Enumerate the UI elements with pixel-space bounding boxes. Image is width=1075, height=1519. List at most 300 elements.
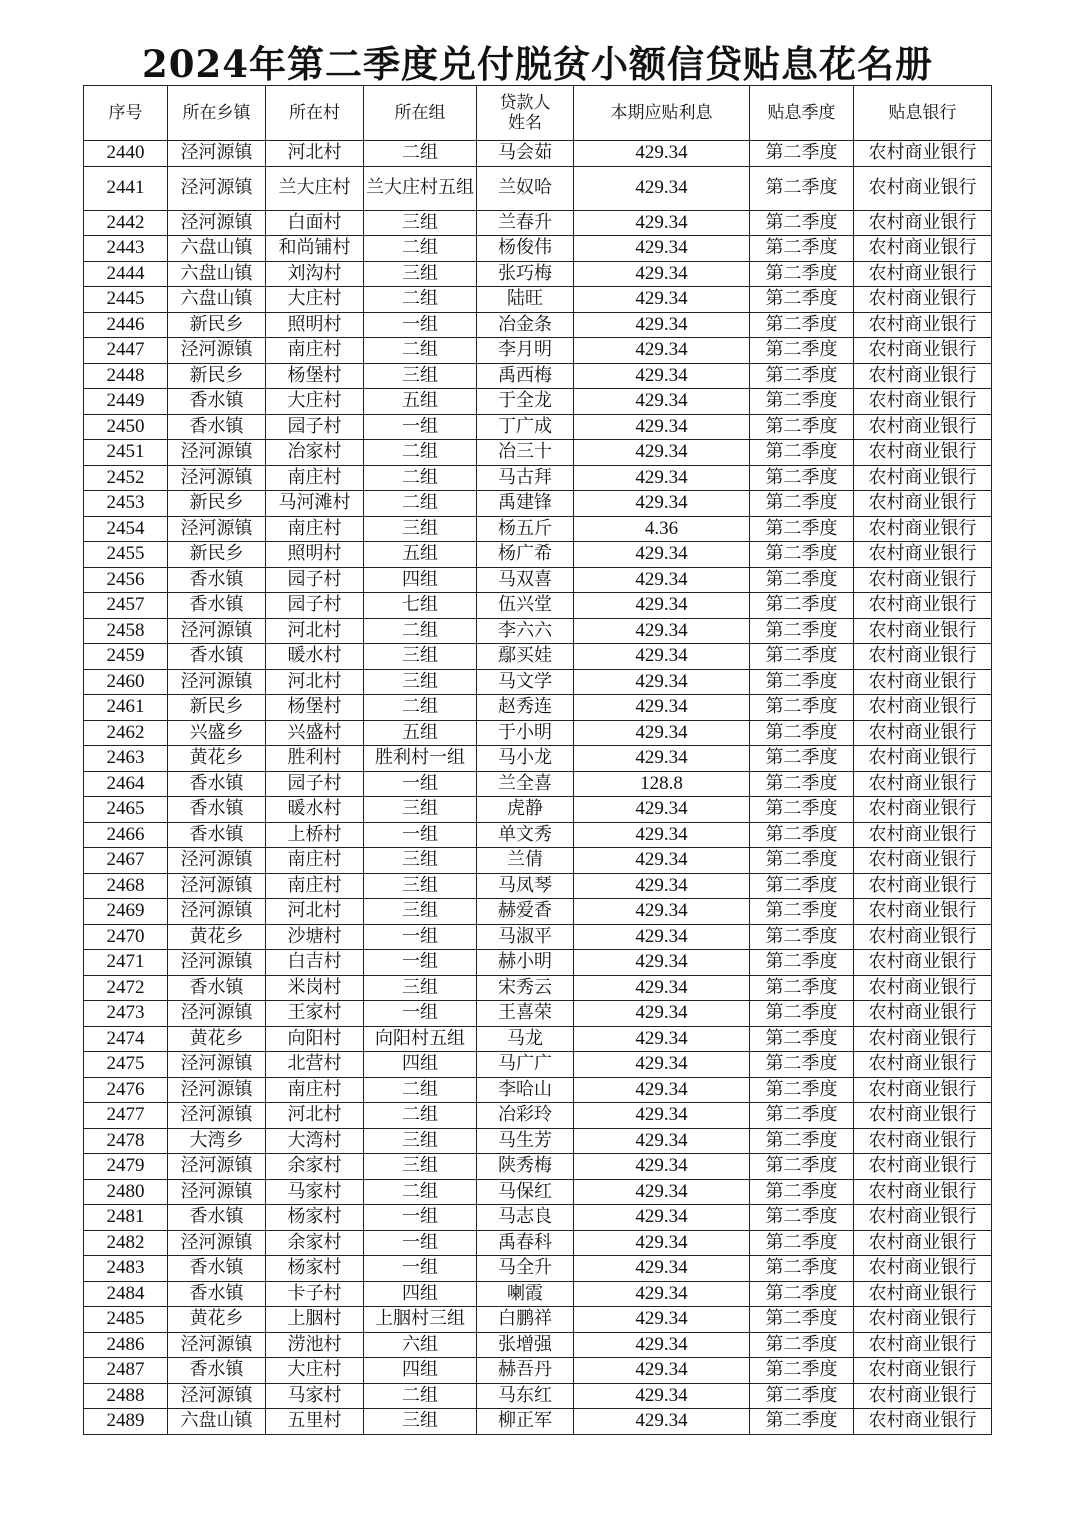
cell-village: 余家村 — [266, 1230, 364, 1256]
table-row — [84, 261, 992, 287]
table-row — [84, 363, 992, 389]
cell-village: 大湾村 — [266, 1128, 364, 1154]
cell-bank: 农村商业银行 — [854, 720, 992, 746]
cell-interest-amount: 429.34 — [574, 873, 750, 899]
cell-serial-number: 2453 — [84, 491, 168, 517]
cell-township: 黄花乡 — [168, 924, 266, 950]
cell-borrower-name: 马生芳 — [477, 1128, 574, 1154]
cell-quarter: 第二季度 — [750, 287, 854, 313]
cell-serial-number: 2458 — [84, 618, 168, 644]
cell-group: 五组 — [364, 720, 477, 746]
cell-bank: 农村商业银行 — [854, 1358, 992, 1384]
table-row — [84, 166, 992, 210]
cell-borrower-name: 马广广 — [477, 1052, 574, 1078]
cell-quarter: 第二季度 — [750, 389, 854, 415]
cell-village: 园子村 — [266, 593, 364, 619]
cell-bank: 农村商业银行 — [854, 210, 992, 236]
cell-interest-amount: 128.8 — [574, 771, 750, 797]
table-row — [84, 593, 992, 619]
cell-quarter: 第二季度 — [750, 567, 854, 593]
cell-bank: 农村商业银行 — [854, 822, 992, 848]
cell-bank: 农村商业银行 — [854, 236, 992, 262]
table-row — [84, 771, 992, 797]
table-row — [84, 1077, 992, 1103]
cell-quarter: 第二季度 — [750, 822, 854, 848]
cell-serial-number: 2465 — [84, 797, 168, 823]
cell-bank: 农村商业银行 — [854, 797, 992, 823]
cell-interest-amount: 429.34 — [574, 261, 750, 287]
cell-quarter: 第二季度 — [750, 975, 854, 1001]
table-row — [84, 1358, 992, 1384]
cell-township: 香水镇 — [168, 975, 266, 1001]
cell-village: 涝池村 — [266, 1332, 364, 1358]
cell-group: 一组 — [364, 822, 477, 848]
cell-township: 香水镇 — [168, 822, 266, 848]
cell-village: 南庄村 — [266, 873, 364, 899]
cell-township: 香水镇 — [168, 797, 266, 823]
cell-serial-number: 2472 — [84, 975, 168, 1001]
cell-village: 南庄村 — [266, 465, 364, 491]
cell-serial-number: 2464 — [84, 771, 168, 797]
cell-village: 南庄村 — [266, 516, 364, 542]
table-row — [84, 567, 992, 593]
cell-bank: 农村商业银行 — [854, 363, 992, 389]
cell-serial-number: 2456 — [84, 567, 168, 593]
cell-interest-amount: 429.34 — [574, 567, 750, 593]
cell-borrower-name: 杨俊伟 — [477, 236, 574, 262]
cell-serial-number: 2478 — [84, 1128, 168, 1154]
cell-borrower-name: 王喜荣 — [477, 1001, 574, 1027]
cell-serial-number: 2459 — [84, 644, 168, 670]
cell-quarter: 第二季度 — [750, 1128, 854, 1154]
subsidy-roster-table — [83, 85, 992, 1435]
table-row — [84, 1103, 992, 1129]
cell-bank: 农村商业银行 — [854, 618, 992, 644]
cell-bank: 农村商业银行 — [854, 1230, 992, 1256]
cell-bank: 农村商业银行 — [854, 1205, 992, 1231]
table-row — [84, 746, 992, 772]
cell-serial-number: 2451 — [84, 440, 168, 466]
cell-interest-amount: 429.34 — [574, 593, 750, 619]
cell-village: 白面村 — [266, 210, 364, 236]
cell-borrower-name: 鄢买娃 — [477, 644, 574, 670]
cell-quarter: 第二季度 — [750, 465, 854, 491]
cell-village: 兰大庄村 — [266, 166, 364, 210]
cell-group: 二组 — [364, 1179, 477, 1205]
cell-borrower-name: 于全龙 — [477, 389, 574, 415]
cell-interest-amount: 429.34 — [574, 491, 750, 517]
cell-quarter: 第二季度 — [750, 618, 854, 644]
document-title: 2024年第二季度兑付脱贫小额信贷贴息花名册 — [142, 42, 933, 86]
cell-township: 黄花乡 — [168, 1307, 266, 1333]
table-row — [84, 822, 992, 848]
cell-bank: 农村商业银行 — [854, 1001, 992, 1027]
cell-quarter: 第二季度 — [750, 516, 854, 542]
table-row — [84, 1383, 992, 1409]
cell-village: 南庄村 — [266, 1077, 364, 1103]
cell-serial-number: 2445 — [84, 287, 168, 313]
cell-borrower-name: 马文学 — [477, 669, 574, 695]
cell-quarter: 第二季度 — [750, 312, 854, 338]
cell-quarter: 第二季度 — [750, 440, 854, 466]
cell-serial-number: 2457 — [84, 593, 168, 619]
header-village: 所在村 — [266, 86, 364, 141]
cell-interest-amount: 429.34 — [574, 1001, 750, 1027]
cell-borrower-name: 宋秀云 — [477, 975, 574, 1001]
cell-village: 冶家村 — [266, 440, 364, 466]
cell-bank: 农村商业银行 — [854, 1052, 992, 1078]
table-row — [84, 516, 992, 542]
cell-bank: 农村商业银行 — [854, 1154, 992, 1180]
cell-serial-number: 2441 — [84, 166, 168, 210]
cell-bank: 农村商业银行 — [854, 389, 992, 415]
cell-village: 园子村 — [266, 414, 364, 440]
cell-group: 三组 — [364, 669, 477, 695]
cell-village: 五里村 — [266, 1409, 364, 1435]
cell-township: 泾河源镇 — [168, 210, 266, 236]
cell-interest-amount: 429.34 — [574, 1230, 750, 1256]
cell-quarter: 第二季度 — [750, 1077, 854, 1103]
cell-bank: 农村商业银行 — [854, 287, 992, 313]
cell-township: 泾河源镇 — [168, 899, 266, 925]
table-row — [84, 1128, 992, 1154]
cell-bank: 农村商业银行 — [854, 873, 992, 899]
cell-quarter: 第二季度 — [750, 720, 854, 746]
cell-quarter: 第二季度 — [750, 1230, 854, 1256]
cell-quarter: 第二季度 — [750, 141, 854, 167]
cell-bank: 农村商业银行 — [854, 465, 992, 491]
cell-group: 三组 — [364, 363, 477, 389]
cell-serial-number: 2488 — [84, 1383, 168, 1409]
cell-bank: 农村商业银行 — [854, 261, 992, 287]
cell-interest-amount: 429.34 — [574, 1205, 750, 1231]
cell-borrower-name: 单文秀 — [477, 822, 574, 848]
table-row — [84, 1205, 992, 1231]
cell-borrower-name: 禹西梅 — [477, 363, 574, 389]
cell-borrower-name: 马保红 — [477, 1179, 574, 1205]
cell-township: 泾河源镇 — [168, 848, 266, 874]
cell-interest-amount: 429.34 — [574, 1358, 750, 1384]
cell-township: 泾河源镇 — [168, 166, 266, 210]
cell-village: 上胭村 — [266, 1307, 364, 1333]
cell-interest-amount: 429.34 — [574, 236, 750, 262]
cell-bank: 农村商业银行 — [854, 1307, 992, 1333]
cell-village: 刘沟村 — [266, 261, 364, 287]
cell-township: 香水镇 — [168, 644, 266, 670]
cell-bank: 农村商业银行 — [854, 414, 992, 440]
cell-borrower-name: 杨广希 — [477, 542, 574, 568]
table-row — [84, 491, 992, 517]
cell-bank: 农村商业银行 — [854, 166, 992, 210]
cell-interest-amount: 429.34 — [574, 389, 750, 415]
cell-borrower-name: 柳正军 — [477, 1409, 574, 1435]
cell-borrower-name: 马会茹 — [477, 141, 574, 167]
cell-borrower-name: 张巧梅 — [477, 261, 574, 287]
cell-group: 三组 — [364, 1409, 477, 1435]
cell-serial-number: 2449 — [84, 389, 168, 415]
cell-group: 一组 — [364, 312, 477, 338]
cell-borrower-name: 张增强 — [477, 1332, 574, 1358]
cell-group: 二组 — [364, 1103, 477, 1129]
cell-borrower-name: 冶彩玲 — [477, 1103, 574, 1129]
cell-township: 泾河源镇 — [168, 1179, 266, 1205]
cell-borrower-name: 虎静 — [477, 797, 574, 823]
table-row — [84, 950, 992, 976]
cell-serial-number: 2447 — [84, 338, 168, 364]
cell-serial-number: 2444 — [84, 261, 168, 287]
cell-quarter: 第二季度 — [750, 669, 854, 695]
cell-township: 六盘山镇 — [168, 287, 266, 313]
cell-bank: 农村商业银行 — [854, 1281, 992, 1307]
cell-serial-number: 2485 — [84, 1307, 168, 1333]
cell-borrower-name: 赫小明 — [477, 950, 574, 976]
cell-interest-amount: 429.34 — [574, 848, 750, 874]
cell-township: 泾河源镇 — [168, 338, 266, 364]
cell-group: 四组 — [364, 1358, 477, 1384]
cell-village: 杨堡村 — [266, 695, 364, 721]
cell-serial-number: 2484 — [84, 1281, 168, 1307]
cell-serial-number: 2489 — [84, 1409, 168, 1435]
cell-serial-number: 2469 — [84, 899, 168, 925]
cell-serial-number: 2461 — [84, 695, 168, 721]
cell-borrower-name: 兰倩 — [477, 848, 574, 874]
cell-township: 香水镇 — [168, 389, 266, 415]
table-row — [84, 414, 992, 440]
cell-bank: 农村商业银行 — [854, 644, 992, 670]
cell-township: 六盘山镇 — [168, 236, 266, 262]
cell-township: 泾河源镇 — [168, 1052, 266, 1078]
cell-bank: 农村商业银行 — [854, 1409, 992, 1435]
cell-township: 新民乡 — [168, 491, 266, 517]
cell-borrower-name: 马志良 — [477, 1205, 574, 1231]
cell-borrower-name: 马全升 — [477, 1256, 574, 1282]
cell-township: 泾河源镇 — [168, 1103, 266, 1129]
cell-interest-amount: 429.34 — [574, 695, 750, 721]
cell-group: 二组 — [364, 618, 477, 644]
table-row — [84, 210, 992, 236]
cell-serial-number: 2487 — [84, 1358, 168, 1384]
table-row — [84, 1409, 992, 1435]
cell-quarter: 第二季度 — [750, 1409, 854, 1435]
cell-village: 北营村 — [266, 1052, 364, 1078]
cell-township: 泾河源镇 — [168, 669, 266, 695]
table-row — [84, 1281, 992, 1307]
cell-interest-amount: 429.34 — [574, 975, 750, 1001]
cell-group: 一组 — [364, 1205, 477, 1231]
cell-group: 二组 — [364, 465, 477, 491]
cell-group: 四组 — [364, 567, 477, 593]
cell-interest-amount: 429.34 — [574, 1256, 750, 1282]
cell-serial-number: 2476 — [84, 1077, 168, 1103]
cell-interest-amount: 429.34 — [574, 542, 750, 568]
cell-quarter: 第二季度 — [750, 1307, 854, 1333]
cell-bank: 农村商业银行 — [854, 312, 992, 338]
cell-serial-number: 2460 — [84, 669, 168, 695]
cell-township: 香水镇 — [168, 567, 266, 593]
table-row — [84, 236, 992, 262]
table-row — [84, 287, 992, 313]
cell-group: 一组 — [364, 1001, 477, 1027]
cell-bank: 农村商业银行 — [854, 848, 992, 874]
cell-quarter: 第二季度 — [750, 593, 854, 619]
table-row — [84, 338, 992, 364]
cell-group: 一组 — [364, 414, 477, 440]
cell-quarter: 第二季度 — [750, 873, 854, 899]
cell-group: 一组 — [364, 1256, 477, 1282]
cell-village: 杨堡村 — [266, 363, 364, 389]
cell-interest-amount: 429.34 — [574, 1332, 750, 1358]
cell-village: 南庄村 — [266, 338, 364, 364]
cell-group: 一组 — [364, 771, 477, 797]
cell-interest-amount: 4.36 — [574, 516, 750, 542]
table-row — [84, 1332, 992, 1358]
cell-village: 河北村 — [266, 618, 364, 644]
cell-quarter: 第二季度 — [750, 1179, 854, 1205]
header-serial-number: 序号 — [84, 86, 168, 141]
cell-group: 上胭村三组 — [364, 1307, 477, 1333]
cell-borrower-name: 喇霞 — [477, 1281, 574, 1307]
cell-village: 大庄村 — [266, 389, 364, 415]
cell-group: 五组 — [364, 389, 477, 415]
cell-group: 三组 — [364, 1154, 477, 1180]
cell-group: 三组 — [364, 261, 477, 287]
cell-township: 泾河源镇 — [168, 440, 266, 466]
cell-serial-number: 2443 — [84, 236, 168, 262]
cell-village: 园子村 — [266, 771, 364, 797]
cell-group: 六组 — [364, 1332, 477, 1358]
cell-borrower-name: 丁广成 — [477, 414, 574, 440]
cell-interest-amount: 429.34 — [574, 1307, 750, 1333]
cell-interest-amount: 429.34 — [574, 141, 750, 167]
cell-village: 米岗村 — [266, 975, 364, 1001]
cell-serial-number: 2486 — [84, 1332, 168, 1358]
cell-bank: 农村商业银行 — [854, 491, 992, 517]
cell-borrower-name: 伍兴堂 — [477, 593, 574, 619]
cell-group: 一组 — [364, 1230, 477, 1256]
cell-serial-number: 2467 — [84, 848, 168, 874]
cell-serial-number: 2468 — [84, 873, 168, 899]
cell-township: 大湾乡 — [168, 1128, 266, 1154]
cell-township: 香水镇 — [168, 771, 266, 797]
cell-bank: 农村商业银行 — [854, 1256, 992, 1282]
cell-borrower-name: 陆旺 — [477, 287, 574, 313]
cell-bank: 农村商业银行 — [854, 899, 992, 925]
cell-serial-number: 2440 — [84, 141, 168, 167]
cell-group: 三组 — [364, 873, 477, 899]
cell-group: 胜利村一组 — [364, 746, 477, 772]
cell-interest-amount: 429.34 — [574, 797, 750, 823]
cell-village: 马家村 — [266, 1383, 364, 1409]
table-header-row — [84, 86, 992, 141]
cell-bank: 农村商业银行 — [854, 1179, 992, 1205]
cell-township: 泾河源镇 — [168, 1001, 266, 1027]
cell-borrower-name: 兰奴哈 — [477, 166, 574, 210]
cell-interest-amount: 429.34 — [574, 1052, 750, 1078]
cell-borrower-name: 杨五斤 — [477, 516, 574, 542]
cell-bank: 农村商业银行 — [854, 1077, 992, 1103]
cell-village: 暖水村 — [266, 644, 364, 670]
cell-quarter: 第二季度 — [750, 1332, 854, 1358]
cell-serial-number: 2475 — [84, 1052, 168, 1078]
cell-quarter: 第二季度 — [750, 899, 854, 925]
cell-serial-number: 2474 — [84, 1026, 168, 1052]
cell-quarter: 第二季度 — [750, 771, 854, 797]
table-row — [84, 1001, 992, 1027]
cell-group: 三组 — [364, 797, 477, 823]
table-row — [84, 312, 992, 338]
cell-serial-number: 2462 — [84, 720, 168, 746]
cell-serial-number: 2446 — [84, 312, 168, 338]
cell-group: 二组 — [364, 491, 477, 517]
cell-serial-number: 2463 — [84, 746, 168, 772]
cell-township: 泾河源镇 — [168, 1230, 266, 1256]
header-bank: 贴息银行 — [854, 86, 992, 141]
cell-interest-amount: 429.34 — [574, 899, 750, 925]
cell-village: 暖水村 — [266, 797, 364, 823]
cell-group: 一组 — [364, 950, 477, 976]
cell-interest-amount: 429.34 — [574, 363, 750, 389]
cell-interest-amount: 429.34 — [574, 618, 750, 644]
cell-interest-amount: 429.34 — [574, 287, 750, 313]
cell-serial-number: 2450 — [84, 414, 168, 440]
cell-bank: 农村商业银行 — [854, 1026, 992, 1052]
cell-quarter: 第二季度 — [750, 797, 854, 823]
cell-interest-amount: 429.34 — [574, 669, 750, 695]
cell-borrower-name: 陕秀梅 — [477, 1154, 574, 1180]
table-row — [84, 1026, 992, 1052]
cell-group: 二组 — [364, 1383, 477, 1409]
cell-quarter: 第二季度 — [750, 363, 854, 389]
cell-quarter: 第二季度 — [750, 644, 854, 670]
cell-township: 泾河源镇 — [168, 141, 266, 167]
cell-interest-amount: 429.34 — [574, 465, 750, 491]
table-row — [84, 899, 992, 925]
cell-group: 三组 — [364, 848, 477, 874]
cell-group: 三组 — [364, 210, 477, 236]
cell-interest-amount: 429.34 — [574, 746, 750, 772]
cell-quarter: 第二季度 — [750, 1281, 854, 1307]
cell-serial-number: 2482 — [84, 1230, 168, 1256]
table-row — [84, 924, 992, 950]
cell-group: 二组 — [364, 338, 477, 364]
cell-village: 河北村 — [266, 1103, 364, 1129]
table-row — [84, 1052, 992, 1078]
header-township: 所在乡镇 — [168, 86, 266, 141]
table-row — [84, 141, 992, 167]
cell-borrower-name: 马淑平 — [477, 924, 574, 950]
cell-quarter: 第二季度 — [750, 950, 854, 976]
cell-borrower-name: 马小龙 — [477, 746, 574, 772]
cell-serial-number: 2479 — [84, 1154, 168, 1180]
cell-serial-number: 2473 — [84, 1001, 168, 1027]
cell-township: 香水镇 — [168, 414, 266, 440]
header-quarter: 贴息季度 — [750, 86, 854, 141]
cell-township: 兴盛乡 — [168, 720, 266, 746]
cell-serial-number: 2480 — [84, 1179, 168, 1205]
cell-interest-amount: 429.34 — [574, 1409, 750, 1435]
cell-township: 新民乡 — [168, 312, 266, 338]
table-row — [84, 440, 992, 466]
cell-village: 大庄村 — [266, 287, 364, 313]
cell-village: 马河滩村 — [266, 491, 364, 517]
table-row — [84, 669, 992, 695]
cell-group: 向阳村五组 — [364, 1026, 477, 1052]
cell-township: 新民乡 — [168, 695, 266, 721]
cell-quarter: 第二季度 — [750, 1205, 854, 1231]
table-row — [84, 1179, 992, 1205]
cell-borrower-name: 马古拜 — [477, 465, 574, 491]
cell-quarter: 第二季度 — [750, 338, 854, 364]
